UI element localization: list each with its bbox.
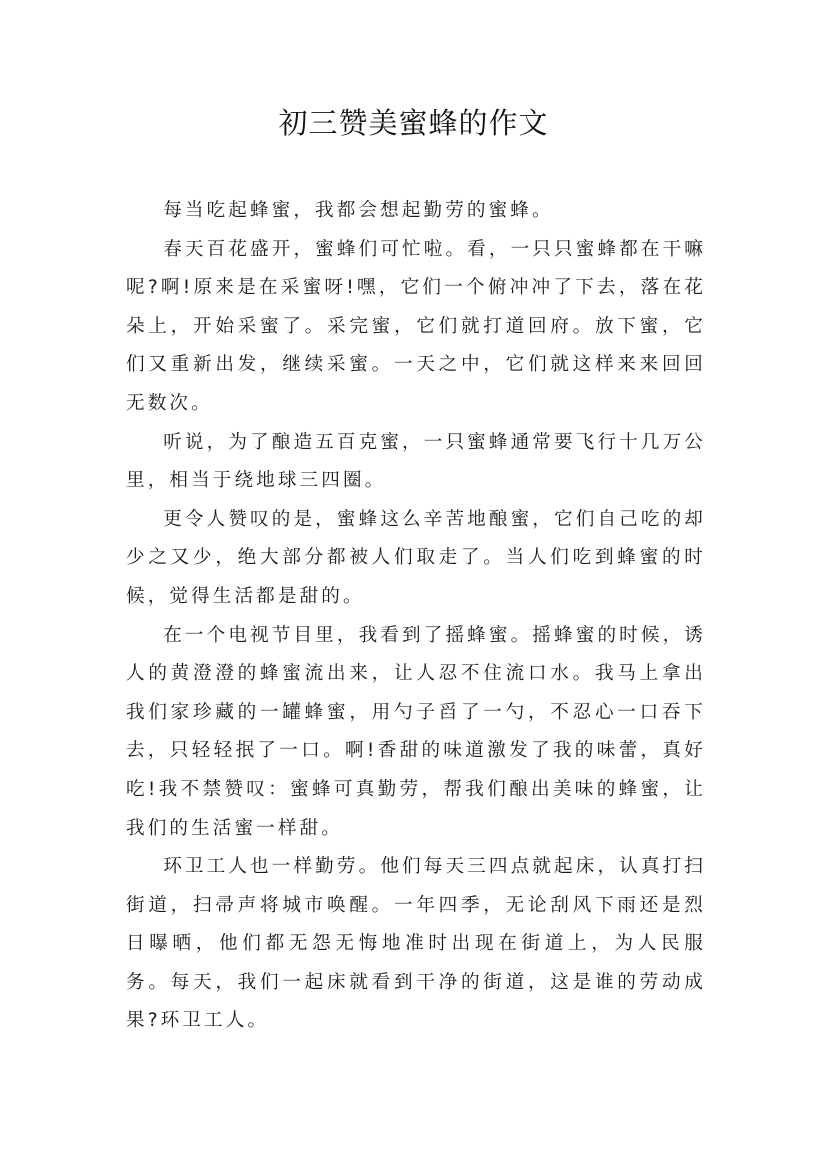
paragraph-3: 听说，为了酿造五百克蜜，一只蜜蜂通常要飞行十几万公里，相当于绕地球三四圈。 — [126, 431, 706, 492]
paragraph-2: 春天百花盛开，蜜蜂们可忙啦。看，一只只蜜蜂都在干嘛呢?啊!原来是在采蜜呀!嘿，它们一个俯冲冲了下去，落在花朵上，开始采蜜了。采完蜜，它们就打道回府。放下蜜，它们又重新出发，继续采蜜。一天之中，它们就这样来来回回无数次。 — [126, 238, 706, 414]
paragraph-4: 更令人赞叹的是，蜜蜂这么辛苦地酿蜜，它们自己吃的却少之又少，绝大部分都被人们取走了。当人们吃到蜂蜜的时候，觉得生活都是甜的。 — [126, 508, 706, 607]
document-body — [126, 192, 706, 1041]
paragraph-1: 每当吃起蜂蜜，我都会想起勤劳的蜜蜂。 — [163, 200, 554, 221]
paragraph-6: 环卫工人也一样勤劳。他们每天三四点就起床，认真打扫街道，扫帚声将城市唤醒。一年四季，无论刮风下雨还是烈日曝晒，他们都无怨无悔地准时出现在街道上，为人民服务。每天，我们一起床就看到干净的街道，这是谁的劳动成果?环卫工人。 — [126, 856, 706, 1032]
paragraph-5: 在一个电视节目里，我看到了摇蜂蜜。摇蜂蜜的时候，诱人的黄澄澄的蜂蜜流出来，让人忍不住流口水。我马上拿出我们家珍藏的一罐蜂蜜，用勺子舀了一勺，不忍心一口吞下去，只轻轻抿了一口。啊!香甜的味道激发了我的味蕾，真好吃!我不禁赞叹：蜜蜂可真勤劳，帮我们酿出美味的蜂蜜，让我们的生活蜜一样甜。 — [126, 624, 706, 839]
document-title: 初三赞美蜜蜂的作文 — [278, 106, 549, 140]
